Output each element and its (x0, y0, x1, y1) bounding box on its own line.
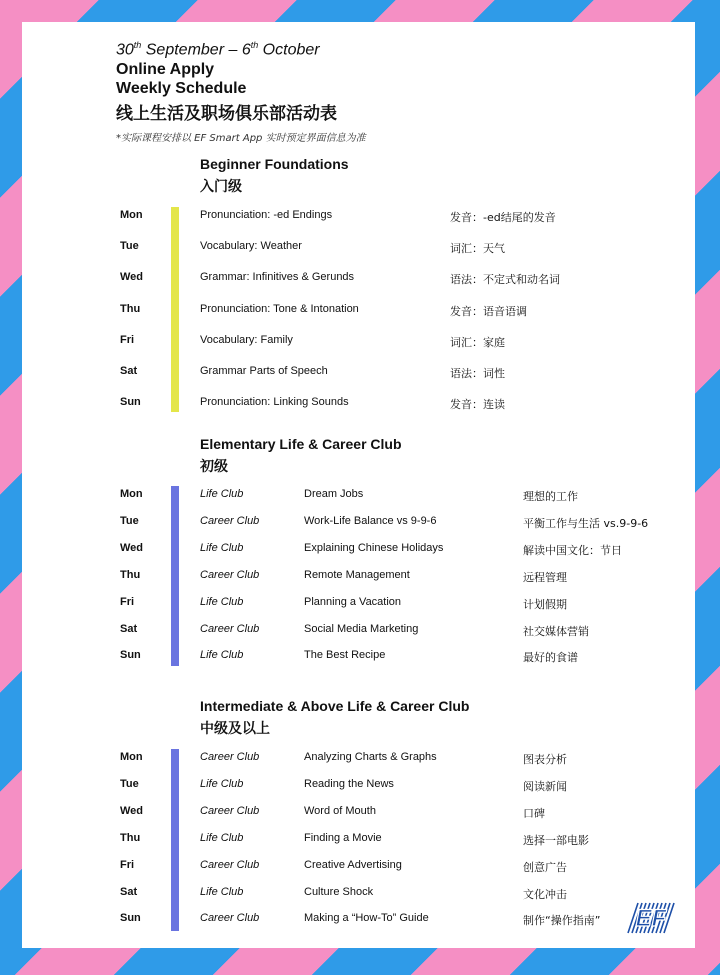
lesson-topic-cn: 解读中国文化：节日 (523, 543, 622, 557)
date-range: 30th September – 6th October (116, 40, 320, 59)
schedule-sheet (22, 22, 695, 948)
section-title-intermediate-cn: 中级及以上 (200, 721, 270, 737)
schedule-row (22, 751, 695, 771)
lesson-topic-en: Reading the News (304, 777, 394, 790)
day-label: Thu (120, 568, 141, 581)
club-type: Life Club (200, 777, 244, 790)
lesson-topic-en: Word of Mouth (304, 804, 376, 817)
schedule-row (22, 396, 695, 416)
lesson-topic-en: Finding a Movie (304, 831, 382, 844)
schedule-row (22, 912, 695, 932)
day-label: Tue (120, 777, 139, 790)
club-type: Career Club (200, 912, 260, 925)
day-label: Mon (120, 751, 143, 763)
day-label: Thu (120, 302, 141, 315)
lesson-topic-cn: 图表分析 (523, 753, 567, 766)
lesson-topic-cn: 口碑 (523, 806, 545, 820)
day-label: Sun (120, 396, 141, 409)
club-type: Life Club (200, 488, 244, 500)
schedule-row (22, 542, 695, 562)
schedule-row (22, 488, 695, 508)
day-label: Sat (120, 622, 138, 635)
lesson-topic-cn: 发音：语音语调 (450, 304, 527, 318)
title-chinese: 线上生活及职场俱乐部活动表 (116, 104, 337, 124)
ef-logo-text: EF (635, 905, 667, 932)
title-weekly-schedule: Weekly Schedule (116, 80, 247, 97)
day-label: Fri (120, 595, 135, 608)
lesson-topic-cn: 选择一部电影 (523, 833, 589, 847)
club-type: Life Club (200, 595, 244, 608)
lesson-topic-cn: 发音：-ed结尾的发音 (450, 211, 556, 224)
title-online-apply: Online Apply (116, 61, 215, 78)
lesson-topic-cn: 阅读新闻 (523, 779, 567, 793)
lesson-topic-cn: 发音：连读 (450, 398, 505, 412)
day-label: Sat (120, 885, 138, 898)
lesson-topic-cn: 远程管理 (523, 570, 567, 584)
schedule-row (22, 365, 695, 385)
schedule-row (22, 805, 695, 825)
lesson-topic-cn: 词汇：天气 (450, 242, 505, 256)
day-label: Thu (120, 831, 141, 844)
lesson-topic-en: Culture Shock (304, 885, 374, 898)
day-label: Fri (120, 333, 135, 346)
schedule-row (22, 649, 695, 669)
section-title-beginner-cn: 入门级 (200, 179, 242, 195)
lesson-topic-en: Explaining Chinese Holidays (304, 541, 444, 554)
section-title-beginner: Beginner Foundations (200, 156, 349, 172)
day-label: Tue (120, 514, 139, 527)
section-title-intermediate: Intermediate & Above Life & Career Club (200, 698, 470, 714)
day-label: Mon (120, 488, 143, 500)
lesson-topic-cn: 计划假期 (523, 597, 567, 611)
lesson-topic-cn: 文化冲击 (523, 887, 567, 901)
lesson-topic-cn: 平衡工作与生活 vs.9-9-6 (523, 516, 649, 530)
lesson-topic-en: Pronunciation: Linking Sounds (200, 396, 349, 409)
day-label: Fri (120, 858, 135, 871)
schedule-row (22, 240, 695, 260)
lesson-topic-en: Remote Management (304, 568, 410, 581)
schedule-row (22, 209, 695, 229)
club-type: Life Club (200, 885, 244, 898)
lesson-topic-cn: 理想的工作 (523, 490, 578, 503)
day-label: Tue (120, 240, 139, 253)
day-label: Sun (120, 649, 141, 662)
schedule-row (22, 886, 695, 906)
schedule-note: *实际课程安排以 EF Smart App 实时预定界面信息为准 (116, 133, 366, 144)
lesson-topic-cn: 语法：不定式和动名词 (450, 273, 560, 287)
club-type: Life Club (200, 541, 244, 554)
lesson-topic-en: Pronunciation: Tone & Intonation (200, 302, 359, 315)
lesson-topic-cn: 词汇：家庭 (450, 335, 505, 349)
day-label: Sun (120, 912, 141, 925)
day-label: Wed (120, 804, 144, 817)
club-type: Life Club (200, 649, 244, 662)
day-label: Wed (120, 271, 144, 284)
section-title-elementary-cn: 初级 (200, 459, 228, 475)
section-title-elementary: Elementary Life & Career Club (200, 436, 402, 452)
lesson-topic-en: The Best Recipe (304, 649, 386, 662)
lesson-topic-cn: 最好的食谱 (523, 651, 578, 665)
schedule-row (22, 623, 695, 643)
lesson-topic-cn: 创意广告 (523, 860, 567, 874)
schedule-row (22, 271, 695, 291)
club-type: Life Club (200, 831, 244, 844)
lesson-topic-en: Social Media Marketing (304, 622, 419, 635)
schedule-row (22, 569, 695, 589)
lesson-topic-cn: 社交媒体营销 (523, 624, 589, 638)
schedule-row (22, 859, 695, 879)
schedule-row (22, 778, 695, 798)
schedule-row (22, 515, 695, 535)
schedule-row (22, 334, 695, 354)
schedule-row (22, 596, 695, 616)
lesson-topic-cn: 语法：词性 (450, 367, 505, 380)
lesson-topic-en: Vocabulary: Weather (200, 240, 302, 253)
schedule-row (22, 832, 695, 852)
lesson-topic-en: Dream Jobs (304, 488, 364, 500)
club-type: Career Club (200, 751, 260, 763)
day-label: Wed (120, 541, 144, 554)
lesson-topic-en: Planning a Vacation (304, 595, 402, 608)
lesson-topic-en: Creative Advertising (304, 858, 402, 871)
schedule-row (22, 303, 695, 323)
lesson-topic-en: Grammar Parts of Speech (200, 365, 328, 377)
club-type: Career Club (200, 858, 260, 871)
lesson-topic-en: Grammar: Infinitives & Gerunds (200, 271, 355, 284)
day-label: Mon (120, 209, 143, 221)
lesson-topic-en: Analyzing Charts & Graphs (304, 751, 437, 763)
lesson-topic-cn: 制作“操作指南” (523, 914, 601, 928)
club-type: Career Club (200, 804, 260, 817)
club-type: Career Club (200, 568, 260, 581)
lesson-topic-en: Pronunciation: -ed Endings (200, 209, 333, 221)
ef-logo (626, 899, 676, 935)
lesson-topic-en: Making a “How-To” Guide (304, 912, 429, 925)
club-type: Career Club (200, 514, 260, 527)
club-type: Career Club (200, 622, 260, 635)
day-label: Sat (120, 365, 138, 377)
lesson-topic-en: Vocabulary: Family (200, 333, 293, 346)
lesson-topic-en: Work-Life Balance vs 9-9-6 (304, 514, 437, 527)
